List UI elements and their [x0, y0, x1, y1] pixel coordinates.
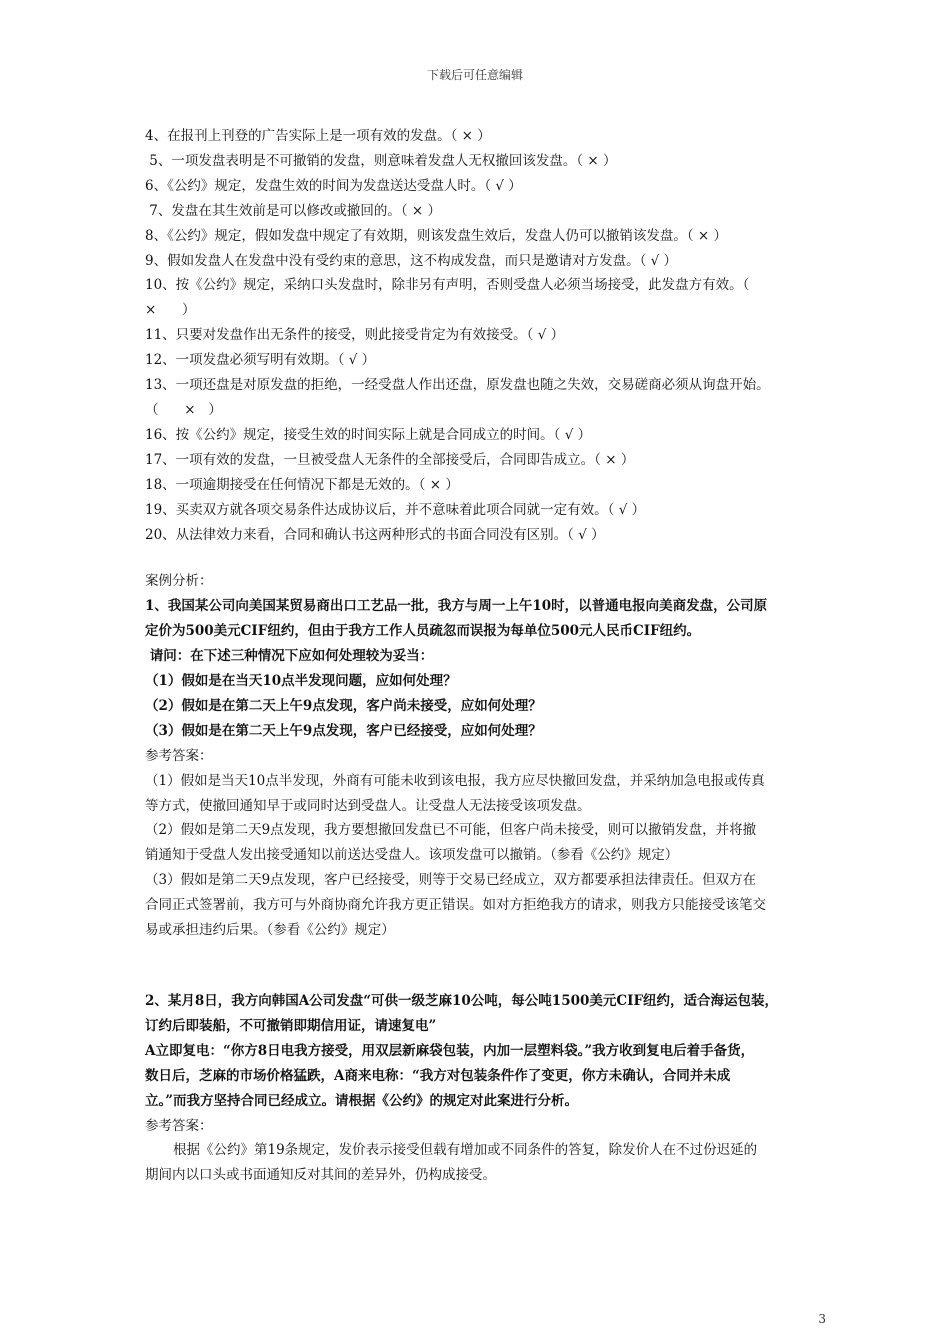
case-question-line: 1、我国某公司向美国某贸易商出口工艺品一批，我方与周一上午10时，以普通电报向美商发盘，公司原 — [145, 598, 768, 615]
case-question-line: 立。”而我方坚持合同已经成立。请根据《公约》的规定对此案进行分析。 — [145, 1092, 579, 1109]
judgment-item: 18、一项逾期接受在任何情况下都是无效的。（ × ） — [145, 476, 459, 493]
case-question-line: A立即复电：“你方8日电我方接受，用双层新麻袋包装，内加一层塑料袋。”我方收到复电后着手备货， — [145, 1042, 755, 1059]
answer-line: 销通知于受盘人发出接受通知以前送达受盘人。该项发盘可以撤销。（参看《公约》规定） — [145, 847, 679, 864]
answer-line: 易或承担违约后果。（参看《公约》规定） — [145, 922, 395, 939]
page-header: 下载后可任意编辑 — [426, 68, 523, 82]
case-question-line: 订约后即装船，不可撤销即期信用证，请速复电” — [145, 1017, 437, 1034]
judgment-item: 10、按《公约》规定，采纳口头发盘时，除非另有声明，否则受盘人必须当场接受，此发盘方有效。（ — [145, 277, 750, 294]
spacer — [145, 943, 810, 989]
answer-line: （1）假如是当天10点半发现，外商有可能未收到该电报，我方应尽快撤回发盘，并采纳加急电报或传真 — [145, 772, 765, 789]
case-section-title: 案例分析： — [145, 573, 213, 590]
judgment-item: 16、按《公约》规定，接受生效的时间实际上就是合同成立的时间。（ √ ） — [145, 426, 592, 443]
answer-line: 期间内以口头或书面通知反对其间的差异外，仍构成接受。 — [145, 1167, 496, 1184]
answer-line: （2）假如是第二天9点发现，我方要想撤回发盘已不可能，但客户尚未接受，则可以撤销发盘，并将撤 — [145, 822, 757, 839]
answer-label: 参考答案： — [145, 1117, 213, 1134]
judgment-item: 12、一项发盘必须写明有效期。（ √ ） — [145, 352, 376, 369]
case-question-line: （2）假如是在第二天上午9点发现，客户尚未接受，应如何处理？ — [145, 697, 542, 714]
case-1 — [145, 594, 810, 943]
answer-line: 等方式，使撤回通知早于或同时达到受盘人。让受盘人无法接受该项发盘。 — [145, 797, 591, 814]
document-body — [145, 124, 810, 1188]
judgment-item: 4、在报刊上刊登的广告实际上是一项有效的发盘。（ × ） — [145, 128, 491, 144]
judgment-item: 20、从法律效力来看，合同和确认书这两种形式的书面合同没有区别。（ √ ） — [145, 526, 605, 543]
spacer — [145, 547, 810, 569]
case-question-line: （1）假如是在当天10点半发现问题，应如何处理？ — [145, 673, 457, 690]
judgment-item: 9、假如发盘人在发盘中没有受约束的意思，这不构成发盘，而只是邀请对方发盘。（ √ ） — [145, 252, 678, 269]
judgment-item: 8、《公约》规定，假如发盘中规定了有效期，则该发盘生效后，发盘人仍可以撤销该发盘。（ × ） — [145, 227, 727, 244]
judgment-item: 13、一项还盘是对原发盘的拒绝，一经受盘人作出还盘，原发盘也随之失效，交易磋商必须从询盘开始。 — [145, 377, 770, 394]
judgment-item: 11、只要对发盘作出无条件的接受，则此接受肯定为有效接受。（ √ ） — [145, 327, 565, 344]
case-2 — [145, 989, 810, 1188]
case-question-line: 数日后，芝麻的市场价格猛跌，A商来电称：“我方对包装条件作了变更，你方未确认，合同并未成 — [145, 1067, 731, 1084]
judgment-list — [145, 124, 810, 547]
answer-line: 合同正式签署前，我方可与外商协商允许我方更正错误。如对方拒绝我方的请求，则我方只能接受该笔交 — [145, 897, 766, 914]
judgment-item: 5、一项发盘表明是不可撤销的发盘，则意味着发盘人无权撤回该发盘。（ × ） — [145, 152, 617, 169]
answer-line: 根据《公约》第19条规定，发价表示接受但载有增加或不同条件的答复，除发价人在不过份迟延的 — [173, 1142, 758, 1159]
page-number: 3 — [818, 1312, 826, 1326]
judgment-item: 6、《公约》规定，发盘生效的时间为发盘送达受盘人时。（ √ ） — [145, 177, 522, 194]
case-question-line: （3）假如是在第二天上午9点发现，客户已经接受，应如何处理？ — [145, 722, 542, 739]
judgment-item: × ） — [145, 302, 196, 319]
case-question-line: 2、某月8日，我方向韩国A公司发盘“可供一级芝麻10公吨，每公吨1500美元CIF纽约，适合海运包装， — [145, 993, 779, 1009]
judgment-item: 7、发盘在其生效前是可以修改或撤回的。（ × ） — [145, 202, 442, 219]
answer-line: （3）假如是第二天9点发现，客户已经接受，则等于交易已经成立，双方都要承担法律责任。但双方在 — [145, 872, 757, 889]
judgment-item: 17、一项有效的发盘，一旦被受盘人无条件的全部接受后，合同即告成立。（ × ） — [145, 451, 635, 468]
case-question-line: 请问：在下述三种情况下应如何处理较为妥当： — [145, 648, 434, 665]
judgment-item: （ × ） — [145, 401, 222, 418]
judgment-item: 19、买卖双方就各项交易条件达成协议后，并不意味着此项合同就一定有效。（ √ ） — [145, 501, 646, 518]
case-question-line: 定价为500美元CIF纽约，但由于我方工作人员疏忽而误报为每单位500元人民币CIF纽约。 — [145, 623, 701, 640]
answer-label: 参考答案： — [145, 747, 213, 764]
